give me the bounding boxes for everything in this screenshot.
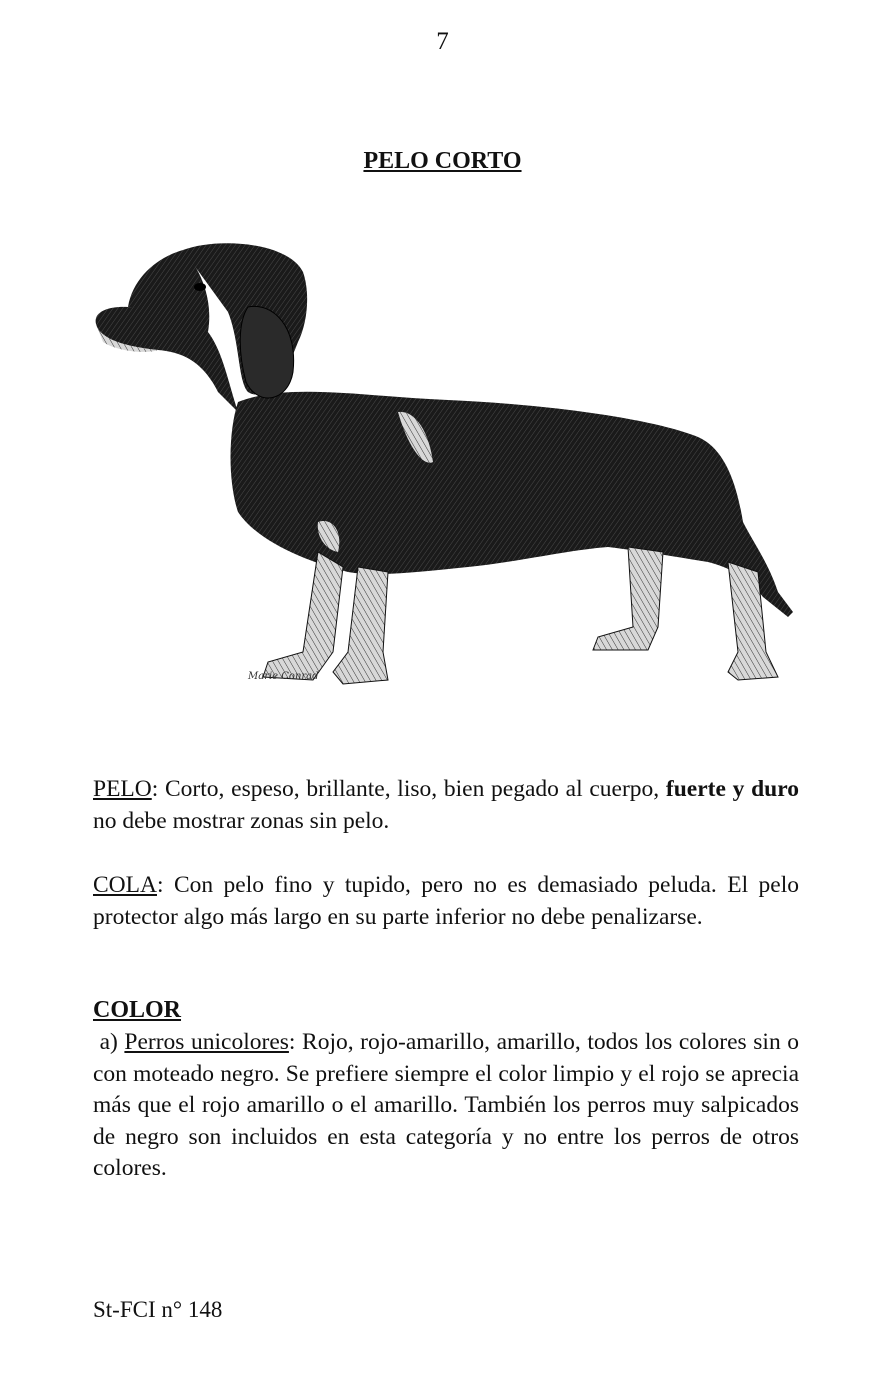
color-paragraph: a) Perros unicolores: Rojo, rojo-amarillo, amarillo, todos los colores sin o con moteado negro. Se prefiere siempre el color limpio y el rojo se aprecia más que el rojo amarillo o el amarillo. También los perros muy salpicados de negro son incluidos en esta categoría y no entre los perros de otros colores. — [93, 1029, 800, 1181]
cola-label: COLA — [93, 872, 157, 898]
dachshund-body — [96, 243, 793, 684]
artist-signature: Marie Conrad — [248, 671, 319, 682]
unicolor-label: Perros unicolores — [124, 1029, 289, 1055]
page-title: PELO CORTO — [363, 148, 522, 174]
pelo-emphasis: fuerte y duro — [665, 776, 799, 802]
page-number: 7 — [436, 28, 449, 55]
dachshund-illustration — [88, 232, 808, 692]
pelo-label: PELO — [93, 776, 152, 802]
pelo-paragraph: PELO: Corto, espeso, brillante, liso, bien pegado al cuerpo, fuerte y duro no debe mostrar zonas sin pelo. — [93, 776, 799, 834]
footer-standard-number: St-FCI n° 148 — [93, 1297, 223, 1322]
color-heading: COLOR — [93, 997, 182, 1023]
cola-paragraph: COLA: Con pelo fino y tupido, pero no es demasiado peluda. El pelo protector algo más largo en su parte inferior no debe penalizarse. — [93, 872, 799, 930]
